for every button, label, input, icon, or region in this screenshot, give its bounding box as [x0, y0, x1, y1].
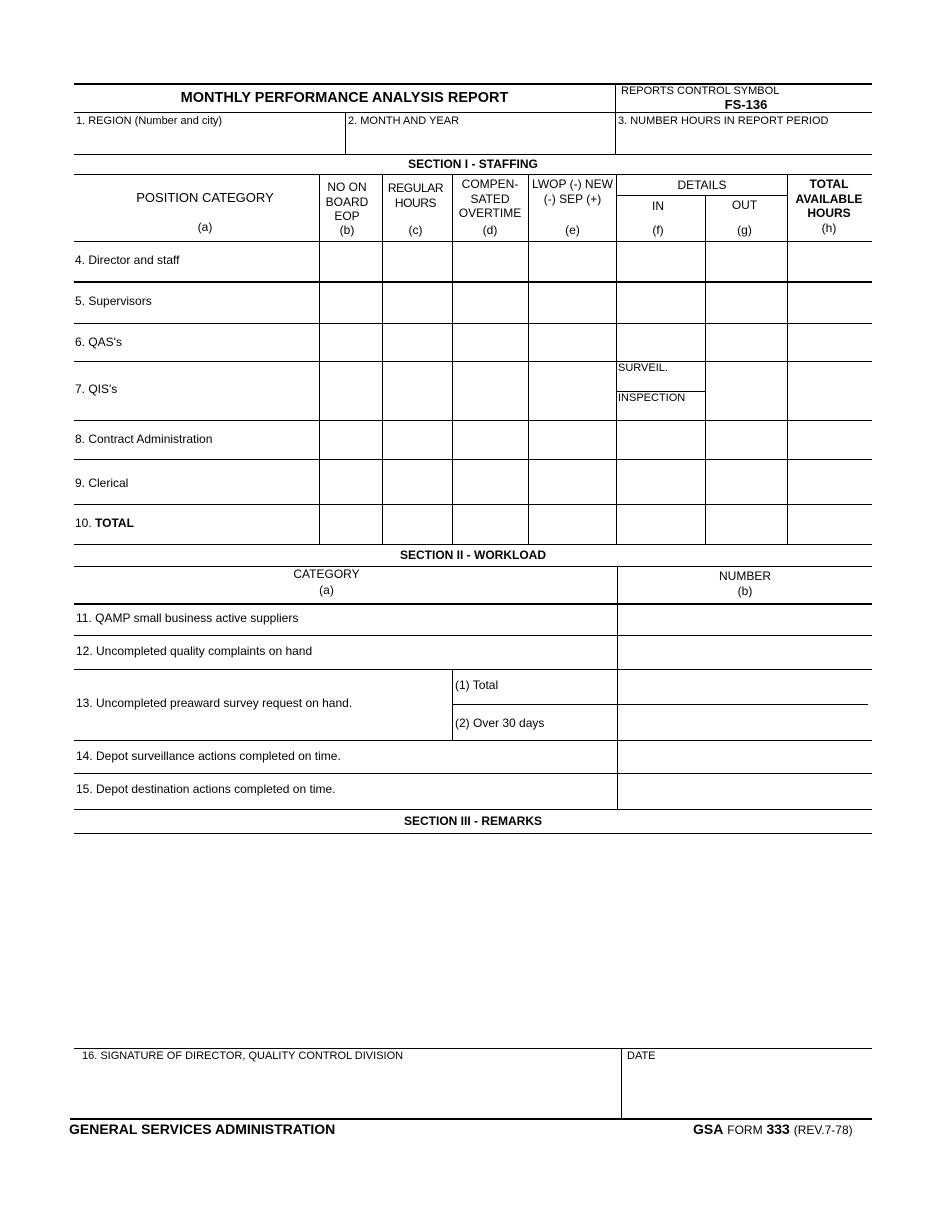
- workload-row-11: 11. QAMP small business active suppliers: [76, 611, 299, 625]
- row-total-number: 10.: [75, 516, 92, 530]
- header-in-code: (f): [652, 223, 664, 237]
- category-header-code: (a): [319, 583, 334, 597]
- workload-row-15: 15. Depot destination actions completed on time.: [76, 782, 336, 796]
- region-field[interactable]: [74, 130, 344, 153]
- remarks-field[interactable]: [74, 835, 872, 1045]
- category-header: CATEGORY: [293, 567, 360, 581]
- header-lwop-code: (e): [565, 223, 580, 237]
- workload-row-13-over30: (2) Over 30 days: [455, 716, 545, 730]
- row-contract-admin: 8. Contract Administration: [75, 432, 213, 446]
- workload-row-12: 12. Uncompleted quality complaints on hand: [76, 644, 313, 658]
- footer-form-id: [693, 1121, 853, 1137]
- qis-inspection-label: INSPECTION: [618, 392, 686, 404]
- footer-revision: (REV.7-78): [793, 1123, 853, 1137]
- control-symbol-label: REPORTS CONTROL SYMBOL: [621, 85, 780, 97]
- header-no-on-board-code: (b): [339, 223, 355, 237]
- hours-field[interactable]: [616, 130, 872, 153]
- header-lwop: LWOP (-) NEW (-) SEP (+): [532, 177, 613, 206]
- row-director-staff: 4. Director and staff: [75, 253, 180, 267]
- header-total-available-code: (h): [821, 221, 837, 235]
- section1-title: SECTION I - STAFFING: [408, 157, 538, 171]
- date-label: DATE: [627, 1050, 656, 1062]
- header-regular-hours-code: (c): [408, 223, 423, 237]
- signature-field[interactable]: [75, 1064, 620, 1116]
- row-supervisors: 5. Supervisors: [75, 294, 152, 308]
- footer-form-prefix: GSA: [693, 1121, 724, 1137]
- header-no-on-board: NO ON BOARD EOP: [325, 180, 369, 223]
- header-details: DETAILS: [677, 178, 727, 192]
- row-qis: 7. QIS's: [75, 382, 118, 396]
- control-symbol: FS-136: [724, 97, 768, 112]
- header-regular-hours: REGULAR HOURS: [387, 181, 444, 210]
- workload-row-14: 14. Depot surveillance actions completed on time.: [76, 749, 341, 763]
- month-year-field[interactable]: [346, 130, 614, 153]
- form-title: MONTHLY PERFORMANCE ANALYSIS REPORT: [180, 90, 509, 106]
- row-clerical: 9. Clerical: [75, 476, 129, 490]
- header-compensated: COMPEN- SATED OVERTIME: [458, 177, 522, 220]
- header-out-code: (g): [737, 223, 752, 237]
- section2-title: SECTION II - WORKLOAD: [400, 548, 546, 562]
- month-year-label: 2. MONTH AND YEAR: [348, 115, 460, 127]
- qis-surveil-label: SURVEIL.: [618, 362, 668, 374]
- footer-agency: GENERAL SERVICES ADMINISTRATION: [69, 1121, 336, 1137]
- date-field[interactable]: [623, 1064, 871, 1116]
- header-compensated-code: (d): [482, 223, 498, 237]
- number-header: NUMBER: [718, 569, 771, 583]
- header-out: OUT: [731, 198, 758, 212]
- header-total-available: TOTAL AVAILABLE HOURS: [795, 177, 863, 220]
- footer-form-number: 333: [766, 1121, 790, 1137]
- number-header-code: (b): [737, 584, 753, 598]
- signature-label: 16. SIGNATURE OF DIRECTOR, QUALITY CONTROL DIVISION: [82, 1050, 404, 1062]
- workload-row-13: 13. Uncompleted preaward survey request on hand.: [76, 696, 353, 710]
- footer-form-word: FORM: [727, 1123, 763, 1137]
- row-total: [75, 516, 134, 530]
- section3-title: SECTION III - REMARKS: [403, 814, 542, 828]
- header-position-category: POSITION CATEGORY: [136, 190, 274, 205]
- row-qas: 6. QAS's: [75, 335, 122, 349]
- hours-label: 3. NUMBER HOURS IN REPORT PERIOD: [618, 115, 829, 127]
- header-position-category-code: (a): [197, 220, 213, 234]
- workload-row-13-total: (1) Total: [455, 678, 499, 692]
- row-total-label: TOTAL: [95, 516, 134, 530]
- header-in: IN: [652, 199, 664, 213]
- region-label: 1. REGION (Number and city): [76, 115, 223, 127]
